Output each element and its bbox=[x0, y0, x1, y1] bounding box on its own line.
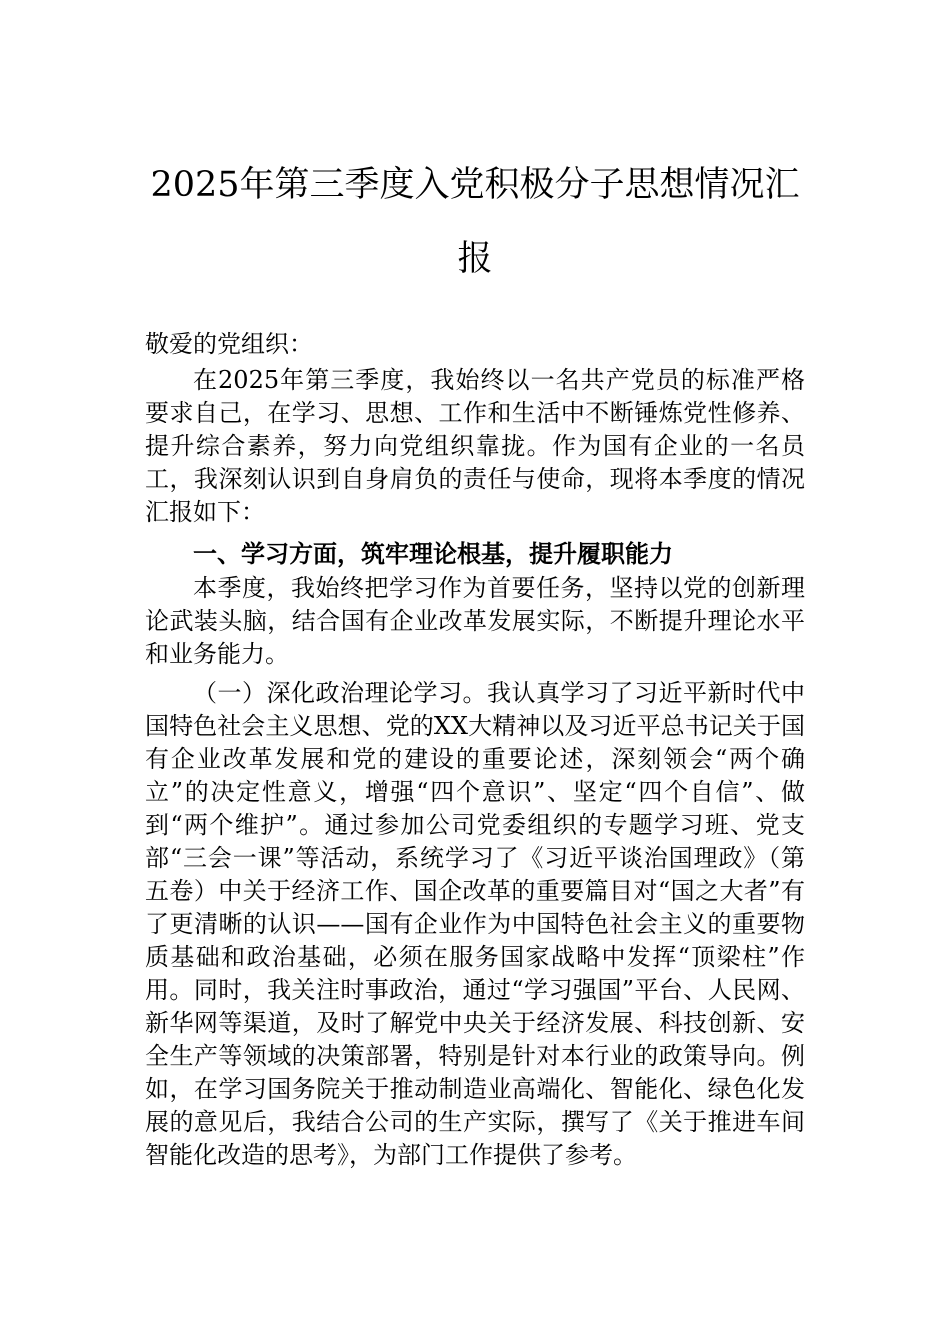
political-study-paragraph: （一）深化政治理论学习。我认真学习了习近平新时代中国特色社会主义思想、党的XX大精神以及习近平总书记关于国有企业改革发展和党的建设的重要论述，深刻领会“两个确立”的决定性意义，增强“四个意识”、坚定“四个自信”、做到“两个维护”。通过参加公司党委组织的专题学习班、党支部“三会一课”等活动，系统学习了《习近平谈治国理政》（第五卷）中关于经济工作、国企改革的重要篇目对“国之大者”有了更清晰的认识——国有企业作为中国特色社会主义的重要物质基础和政治基础，必须在服务国家战略中发挥“顶梁柱”作用。同时，我关注时事政治，通过“学习强国”平台、人民网、新华网等渠道，及时了解党中央关于经济发展、科技创新、安全生产等领域的决策部署，特别是针对本行业的政策导向。例如，在学习国务院关于推动制造业高端化、智能化、绿色化发展的意见后，我结合公司的生产实际，撰写了《关于推进车间智能化改造的思考》，为部门工作提供了参考。 bbox=[145, 679, 805, 1169]
intro-paragraph: 在2025年第三季度，我始终以一名共产党员的标准严格要求自己，在学习、思想、工作和生活中不断锤炼党性修养、提升综合素养，努力向党组织靠拢。作为国有企业的一名员工，我深刻认识到自身肩负的责任与使命，现将本季度的情况汇报如下： bbox=[145, 366, 805, 526]
document-title-line-2: 报 bbox=[457, 239, 493, 279]
document-title-line-1: 2025年第三季度入党积极分子思想情况汇 bbox=[150, 165, 800, 205]
section-heading: 一、学习方面，筑牢理论根基，提升履职能力 bbox=[193, 539, 673, 568]
section-intro-paragraph: 本季度，我始终把学习作为首要任务，坚持以党的创新理论武装头脑，结合国有企业改革发展实际，不断提升理论水平和业务能力。 bbox=[145, 574, 805, 668]
salutation: 敬爱的党组织： bbox=[145, 330, 313, 358]
